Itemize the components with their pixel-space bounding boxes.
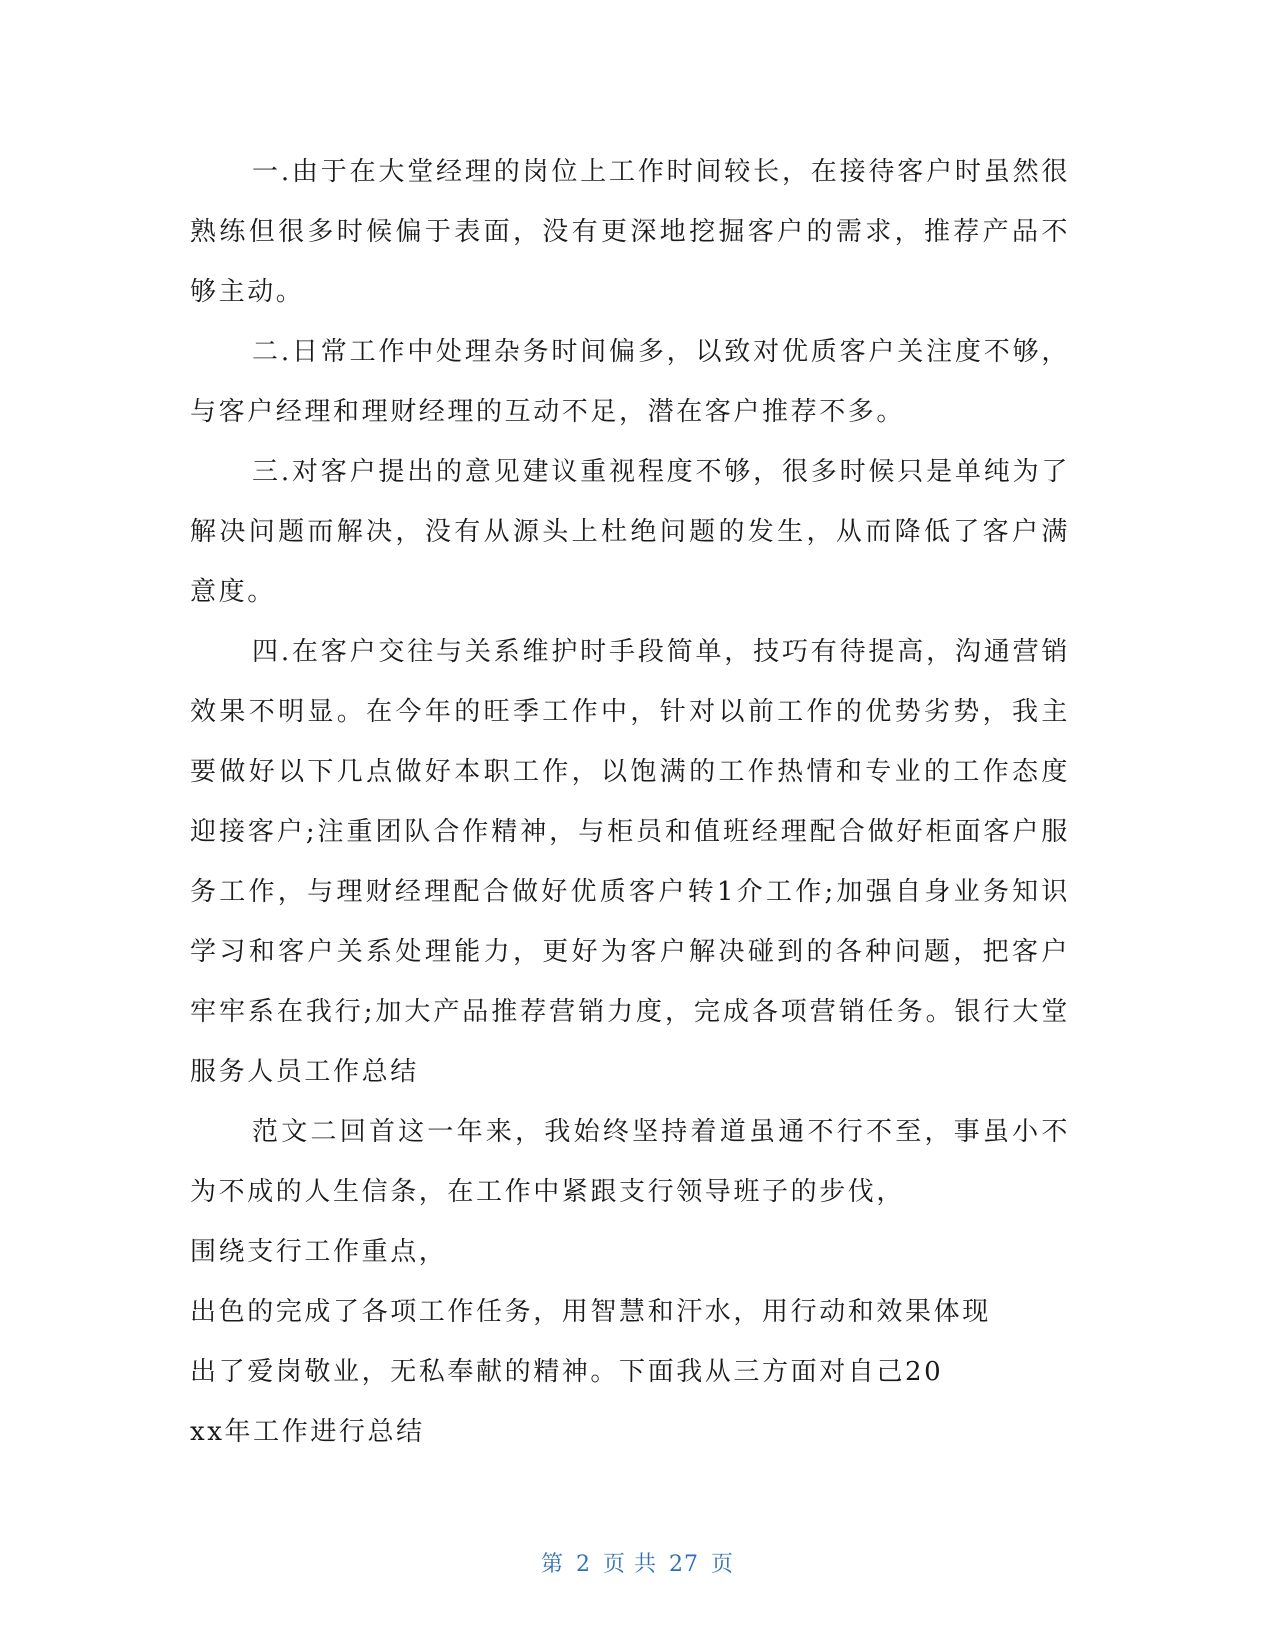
text-line-1: 围绕支行工作重点， [190, 1237, 448, 1267]
text-line-3: 出了爱岗敬业，无私奉献的精神。下面我从三方面对自己20 [190, 1357, 944, 1387]
paragraph-2: 二.日常工作中处理杂务时间偏多，以致对优质客户关注度不够，与客户经理和理财经理的互动不足，潜在客户推荐不多。 [190, 337, 1070, 427]
footer-current-page: 2 [576, 1552, 591, 1577]
paragraph-3: 三.对客户提出的意见建议重视程度不够，很多时候只是单纯为了解决问题而解决，没有从源头上杜绝问题的发生，从而降低了客户满意度。 [190, 457, 1070, 607]
text-line-2: 出色的完成了各项工作任务，用智慧和汗水，用行动和效果体现 [190, 1297, 991, 1327]
page-footer [0, 1547, 1275, 1578]
text-line-4: xx年工作进行总结 [190, 1417, 425, 1447]
footer-total-pages: 27 [669, 1552, 699, 1577]
footer-label-end: 页 [711, 1552, 735, 1577]
footer-label-page: 第 [540, 1552, 564, 1577]
document-body [190, 142, 1070, 1462]
paragraph-4: 四.在客户交往与关系维护时手段简单，技巧有待提高，沟通营销效果不明显。在今年的旺季工作中，针对以前工作的优势劣势，我主要做好以下几点做好本职工作，以饱满的工作热情和专业的工作态度迎接客户;注重团队合作精神，与柜员和值班经理配合做好柜面客户服务工作，与理财经理配合做好优质客户转1介工作;加强自身业务知识学习和客户关系处理能力，更好为客户解决碰到的各种问题，把客户牢牢系在我行;加大产品推荐营销力度，完成各项营销任务。银行大堂服务人员工作总结 [190, 637, 1070, 1087]
paragraph-1: 一.由于在大堂经理的岗位上工作时间较长，在接待客户时虽然很熟练但很多时候偏于表面，没有更深地挖掘客户的需求，推荐产品不够主动。 [190, 157, 1070, 307]
paragraph-5: 范文二回首这一年来，我始终坚持着道虽通不行不至，事虽小不为不成的人生信条，在工作中紧跟支行领导班子的步伐， [190, 1117, 1070, 1207]
footer-label-of: 页 共 [603, 1552, 657, 1577]
